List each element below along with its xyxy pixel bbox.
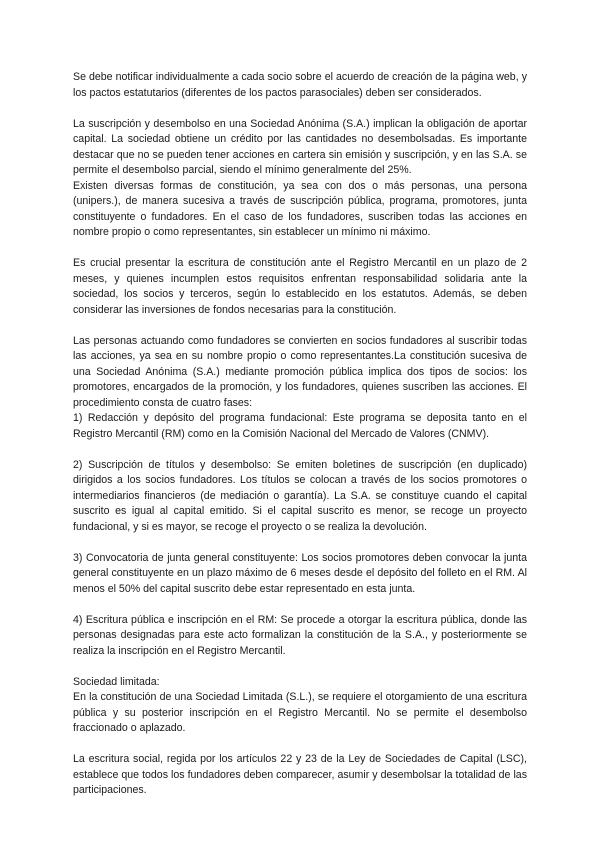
paragraph-gap xyxy=(73,737,527,753)
paragraph-fundadores: Las personas actuando como fundadores se convierten en socios fundadores al suscribir todas las acciones, ya sea en su nombre propio o como representantes.La constitución sucesiva de una Sociedad Anónima (S.A.) mediante promoción pública implica dos tipos de socios: los promotores, encargados de la promoción, y los fundadores, quienes suscriben las acciones. El procedimiento consta de cuatro fases: xyxy=(73,334,527,409)
paragraph-fase-4: 4) Escritura pública e inscripción en el RM: Se procede a otorgar la escritura pública, donde las personas designadas para este acto formalizan la constitución de la S.A., y posteriormente se realiza la inscripción en el Registro Mercantil. xyxy=(73,613,527,657)
paragraph-gap xyxy=(73,241,527,257)
paragraph-escritura-social: La escritura social, regida por los artículos 22 y 23 de la Ley de Sociedades de Capital (LSC), establece que todos los fundadores deben comparecer, asumir y desembolsar la totalidad de las participaciones. xyxy=(73,753,527,796)
paragraph-notificacion: Se debe notificar individualmente a cada socio sobre el acuerdo de creación de la página web, y los pactos estatutarios (diferentes de los pactos parasociales) deben ser considerados. xyxy=(73,71,527,99)
paragraph-gap xyxy=(73,535,527,551)
paragraph-gap xyxy=(73,442,527,458)
paragraph-gap xyxy=(73,318,527,334)
section-heading-sociedad-limitada: Sociedad limitada: xyxy=(73,675,160,688)
paragraph-gap xyxy=(73,101,527,117)
paragraph-fase-1: 1) Redacción y depósito del programa fundacional: Este programa se deposita tanto en el Registro Mercantil (RM) como en la Comisión Nacional del Mercado de Valores (CNMV). xyxy=(73,412,527,440)
paragraph-formas-constitucion: Existen diversas formas de constitución, ya sea con dos o más personas, una persona (unipers.), de manera sucesiva a través de suscripción pública, programa, promotores, junta constituyente o fundadores. En el caso de los fundadores, suscriben todas las acciones en nombre propio o como representantes, sin establecer un mínimo ni máximo. xyxy=(73,179,527,238)
paragraph-fase-3: 3) Convocatoria de junta general constituyente: Los socios promotores deben convocar la junta general constituyente en un plazo máximo de 6 meses desde el depósito del folleto en el RM. Al menos el 50% del capital suscrito debe estar representado en esta junta. xyxy=(73,551,527,595)
paragraph-sociedad-limitada: En la constitución de una Sociedad Limitada (S.L.), se requiere el otorgamiento de una escritura pública y su posterior inscripción en el Registro Mercantil. No se permite el desembolso fraccionado o aplazado. xyxy=(73,691,527,734)
paragraph-gap xyxy=(73,659,527,675)
paragraph-registro-mercantil: Es crucial presentar la escritura de constitución ante el Registro Mercantil en un plazo de 2 meses, y quienes incumplen estos requisitos enfrentan responsabilidad solidaria ante la sociedad, los socios y terceros, según lo establecido en los estatutos. Además, se deben considerar las inversiones de fondos necesarias para la constitución. xyxy=(73,257,527,316)
paragraph-gap xyxy=(73,597,527,613)
paragraph-fase-2: 2) Suscripción de títulos y desembolso: Se emiten boletines de suscripción (en duplicado) dirigidos a los socios fundadores. Los títulos se colocan a través de los socios promotores o intermediarios financieros (de mediación o garantía). La S.A. se constituye cuando el capital suscrito es igual al capital emitido. Si el capital suscrito es menor, se recoge un proyecto fundacional, y si es mayor, se recoge el proyecto o se realiza la devolución. xyxy=(73,458,527,533)
paragraph-suscripcion: La suscripción y desembolso en una Sociedad Anónima (S.A.) implican la obligación de aportar capital. La sociedad obtiene un crédito por las cantidades no desembolsadas. Es importante destacar que no se pueden tener acciones en cartera sin emisión y suscripción, y en las S.A. se permite el desembolso parcial, siendo el mínimo generalmente del 25%. xyxy=(73,117,527,176)
document-body xyxy=(73,70,527,799)
